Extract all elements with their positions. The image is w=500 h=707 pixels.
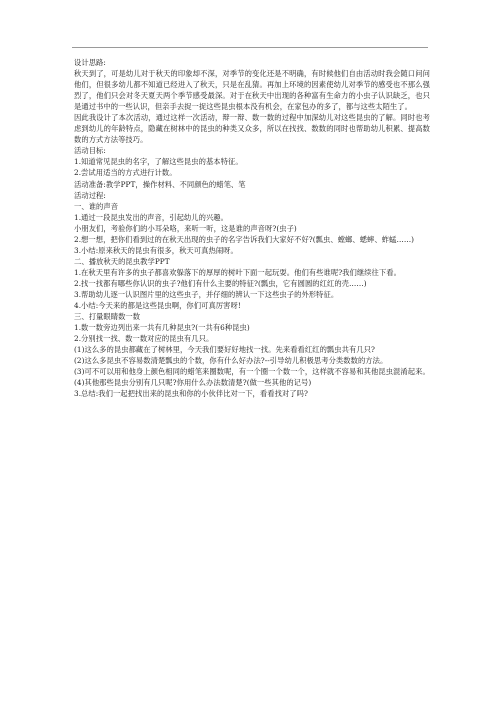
- header-rule: [72, 47, 428, 48]
- list-item: 1.在秋天里有许多的虫子都喜欢躲落下的厚厚的树叶下面一起玩耍。他们有些谁呢?我们继续往下看。: [74, 267, 401, 277]
- section-heading-2: 二、播放秋天的昆虫教学PPT: [74, 256, 170, 266]
- list-item: 1.通过一段昆虫发出的声音，引起幼儿的兴趣。: [74, 212, 228, 222]
- paragraph: 小朋友们，考验你们的小耳朵咯，来听一听，这是谁的声音呀?(虫子): [74, 223, 297, 233]
- section-heading-3: 三、打量眼睛数一数: [74, 312, 141, 322]
- section-heading-design: 设计思路:: [74, 58, 106, 67]
- list-item: 3.总结:我们一起把找出来的昆虫和你的小伙伴比对一下，看看找对了吗?: [74, 389, 308, 399]
- section-heading-goals: 活动目标:: [74, 146, 106, 156]
- list-item: 2.分别找一找、数一数对应的昆虫有几只。: [74, 334, 214, 344]
- list-item: (4)其他那些昆虫分别有几只呢?你用什么办法数清楚?(做一些其他的记号): [74, 378, 312, 388]
- list-item: (1)这么多的昆虫都藏在了树林里，今天我们要好好地找一找。先来看看红红的瓢虫共有几只?: [74, 345, 375, 355]
- list-item: (3)可不可以用和他身上颜色相同的蜡笔来圈数呢，有一个圈一个数一个，这样就不容易和其他昆虫混淆起来。: [74, 367, 430, 377]
- section-heading-1: 一、谁的声音: [74, 201, 119, 211]
- section-heading-process: 活动过程:: [74, 190, 106, 200]
- list-item: (2)这么多昆虫不容易数清楚瓢虫的个数，你有什么好办法?--引导幼儿积极思考分类数数的方法。: [74, 356, 388, 366]
- list-item: 2.想一想，把你们看到过的在秋天出现的虫子的名字告诉我们大家好不好?(瓢虫、螳螂、蟋蟀、蚱蜢……): [74, 234, 415, 244]
- document-body: [74, 57, 430, 399]
- list-item: 4.小结:今天来的都是这些昆虫啊，你们可真厉害呀!: [74, 301, 241, 311]
- list-item: 3.帮助幼儿逐一认识图片里的这些虫子，并仔细的辨认一下这些虫子的外形特征。: [74, 289, 339, 299]
- list-item: 1.数一数旁边列出来一共有几种昆虫?(一共有6种昆虫): [74, 323, 250, 333]
- preparation-line: 活动准备:教学PPT，操作材料、不同颜色的蜡笔、笔: [74, 179, 246, 189]
- list-item: 1.知道常见昆虫的名字，了解这些昆虫的基本特征。: [74, 157, 243, 167]
- paragraph: 因此我设计了本次活动，通过这样一次活动，辩一辩、数一数的过程中加深幼儿对这些昆虫的了解。同时也考虑到幼儿的年龄特点，隐藏在树林中的昆虫的种类又众多，所以在找找、数数的同时也帮助幼儿积累、提高数数的方式方法等技巧。: [74, 113, 430, 145]
- list-item: 2.找一找都有哪些你认识的虫子?他们有什么主要的特征?(瓢虫，它有圆圆的红红的壳……): [74, 278, 367, 288]
- list-item: 2.尝试用适当的方式进行计数。: [74, 168, 177, 178]
- paragraph: 秋天到了，可是幼儿对于秋天的印象却不深，对季节的变化还是不明确，有时候他们自由活动时我会随口问问他们，但很多幼儿都不知道已经进入了秋天，只是在乱猜。再加上环境的因素使幼儿对季节的感受也不那么强烈了，他们只会对冬天夏天两个季节感受最深。对于在秋天中出现的各种富有生命力的小虫子认识缺乏，也只是通过书中的一些认识，但亲手去捉一捉这些昆虫根本没有机会，在家包办的多了，都与这些太陌生了。: [74, 69, 430, 112]
- list-item: 3.小结:原来秋天的昆虫有很多，秋天可真热闹呀。: [74, 245, 238, 255]
